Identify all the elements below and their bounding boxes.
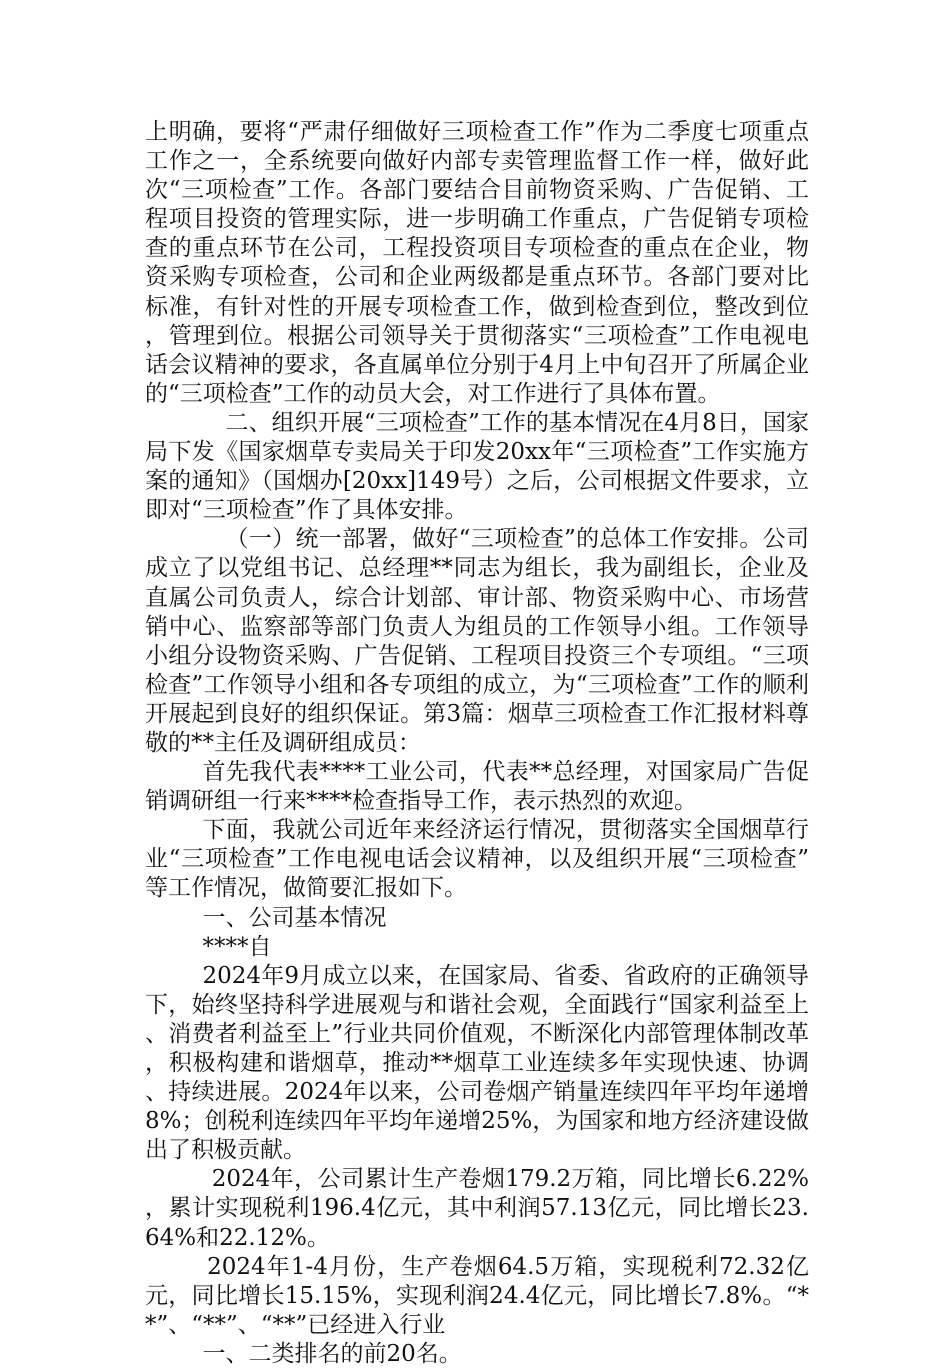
section-heading: 一、公司基本情况 xyxy=(202,904,387,931)
paragraph-4: 首先我代表****工业公司，代表**总经理，对国家局广告促销调研组一行来****检查指导工作，表示热烈的欢迎。 xyxy=(145,759,809,815)
paragraph-10: 2024年1-4月份，生产卷烟64.5万箱，实现税利72.32亿元，同比增长15.15%，实现利润24.4亿元，同比增长7.8%。“**”、“**”、“**”已经进入行业 xyxy=(145,1253,809,1338)
paragraph-11: 一、二类排名的前20名。 xyxy=(202,1340,462,1367)
paragraph-7: ****自 xyxy=(202,933,272,960)
paragraph-8: 2024年9月成立以来，在国家局、省委、省政府的正确领导下，始终坚持科学进展观与和谐社会观，全面践行“国家利益至上、消费者利益至上”行业共同价值观，不断深化内部管理体制改革，积极构建和谐烟草，推动**烟草工业连续多年实现快速、协调、持续进展。2024年以来，公司卷烟产销量连续四年平均年递增8%；创税利连续四年平均年递增25%，为国家和地方经济建设做出了积极贡献。 xyxy=(145,962,809,1164)
paragraph-3: （一）统一部署，做好“三项检查”的总体工作安排。公司成立了以党组书记、总经理**同志为组长，我为副组长，企业及直属公司负责人，综合计划部、审计部、物资采购中心、市场营销中心、监察部等部门负责人为组员的工作领导小组。工作领导小组分设物资采购、广告促销、工程项目投资三个专项组。“三项检查”工作领导小组和各专项组的成立，为“三项检查”工作的顺利开展起到良好的组织保证。第3篇：烟草三项检查工作汇报材料尊敬的**主任及调研组成员： xyxy=(145,526,809,756)
paragraph-2: 二、组织开展“三项检查”工作的基本情况在4月8日，国家局下发《国家烟草专卖局关于印发20xx年“三项检查”工作实施方案的通知》（国烟办[20xx]149号）之后，公司根据文件要求，立即对“三项检查”作了具体安排。 xyxy=(145,409,809,524)
paragraph-9: 2024年，公司累计生产卷烟179.2万箱，同比增长6.22%，累计实现税利196.4亿元，其中利润57.13亿元，同比增长23.64%和22.12%。 xyxy=(145,1166,809,1251)
paragraph-5: 下面，我就公司近年来经济运行情况，贯彻落实全国烟草行业“三项检查”工作电视电话会议精神，以及组织开展“三项检查”等工作情况，做简要汇报如下。 xyxy=(145,817,809,902)
document-body xyxy=(145,118,809,1369)
paragraph-1: 上明确，要将“严肃仔细做好三项检查工作”作为二季度七项重点工作之一，全系统要向做好内部专卖管理监督工作一样，做好此次“三项检查”工作。各部门要结合目前物资采购、广告促销、工程项目投资的管理实际，进一步明确工作重点，广告促销专项检查的重点环节在公司，工程投资项目专项检查的重点在企业，物资采购专项检查，公司和企业两级都是重点环节。各部门要对比标准，有针对性的开展专项检查工作，做到检查到位，整改到位，管理到位。根据公司领导关于贯彻落实“三项检查”工作电视电话会议精神的要求，各直属单位分别于4月上中旬召开了所属企业的“三项检查”工作的动员大会，对工作进行了具体布置。 xyxy=(145,119,809,407)
